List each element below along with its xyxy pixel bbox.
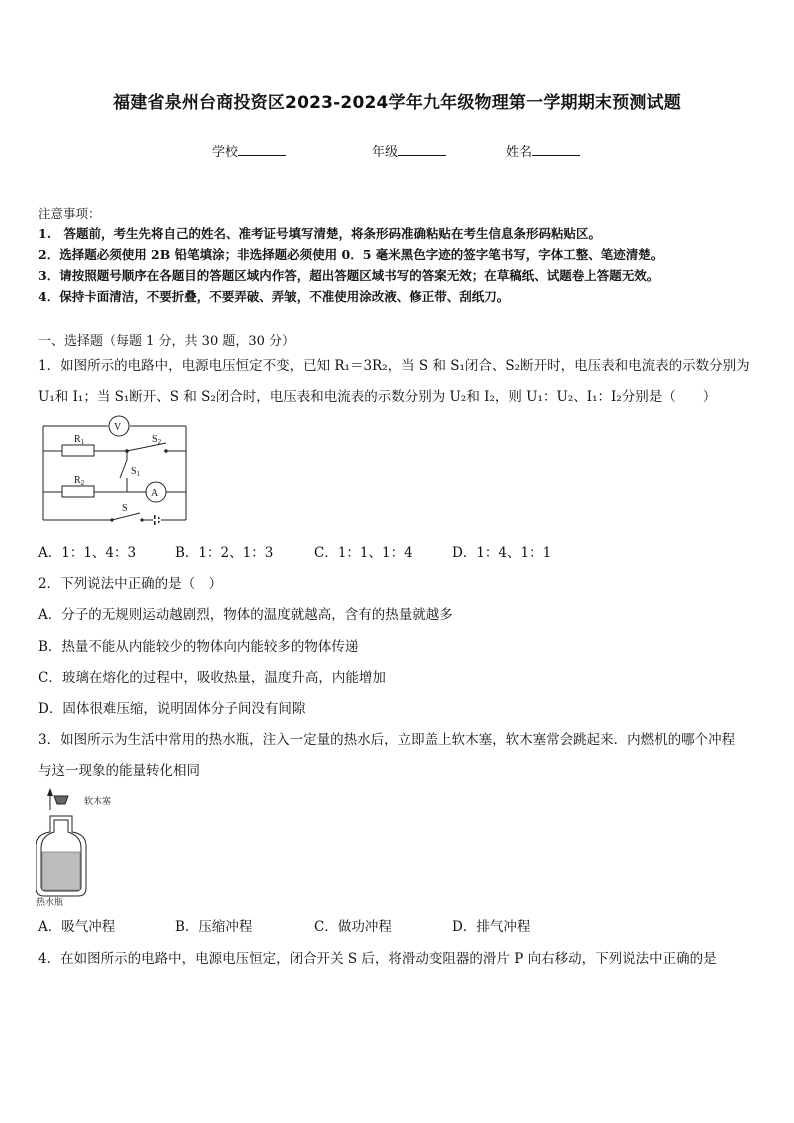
question-3-stem-line2: 与这一现象的能量转化相同 [38, 763, 200, 779]
school-label: 学校 [212, 145, 239, 160]
cork-label: 软木塞 [84, 796, 112, 806]
q3-option-a: A．吸气冲程 [38, 919, 116, 935]
thermos-figure [36, 788, 126, 906]
section-heading: 一、选择题（每题 1 分，共 30 题，30 分） [38, 334, 296, 349]
bottle-label: 热水瓶 [36, 897, 64, 906]
q2-option-c: C．玻璃在熔化的过程中，吸收热量，温度升高，内能增加 [38, 670, 386, 686]
name-blank [532, 143, 580, 156]
r1-label: $R_1$ [74, 434, 85, 446]
school-blank [238, 143, 286, 156]
s2-label: $S_2$ [152, 434, 162, 446]
notice-item: 1. 答题前，考生先将自己的姓名、准考证号填写清楚，将条形码准确粘贴在考生信息条形码粘贴区。 [38, 226, 602, 241]
name-field [506, 141, 580, 160]
question-1-stem-line2: U₁和 I₁；当 S₁断开、S 和 S₂闭合时，电压表和电流表的示数分别为 U₂和 I₂，则 U₁：U₂、I₁：I₂分别是（ ） [38, 389, 717, 405]
q1-option-a: A．1：1、4：3 [38, 545, 137, 561]
q1-option-c: C．1：1、1：4 [314, 545, 413, 561]
question-4-stem: 4．在如图所示的电路中，电源电压恒定，闭合开关 S 后，将滑动变阻器的滑片 P 向右移动，下列说法中正确的是 [38, 951, 717, 967]
q1-option-d: D．1：4、1：1 [452, 545, 552, 561]
voltmeter-label: V [114, 422, 122, 433]
ammeter-label: A [151, 488, 159, 499]
name-label: 姓名 [506, 145, 533, 160]
grade-label: 年级 [372, 145, 399, 160]
question-1-stem-line1: 1．如图所示的电路中，电源电压恒定不变，已知 R₁＝3R₂，当 S 和 S₁闭合、S₂断开时，电压表和电流表的示数分别为 [38, 358, 750, 374]
grade-blank [398, 143, 446, 156]
notice-item: 2．选择题必须使用 2B 铅笔填涂；非选择题必须使用 0．5 毫米黑色字迹的签字笔书写，字体工整、笔迹清楚。 [38, 247, 664, 262]
s-label: S [122, 503, 128, 514]
s1-label: $S_1$ [131, 466, 141, 478]
q3-option-d: D．排气冲程 [452, 919, 531, 935]
grade-field [372, 141, 446, 160]
q1-option-b: B．1：2、1：3 [175, 545, 274, 561]
page-title: 福建省泉州台商投资区2023-2024学年九年级物理第一学期期末预测试题 [113, 93, 681, 113]
q2-option-d: D．固体很难压缩，说明固体分子间没有间隙 [38, 701, 306, 717]
q2-option-a: A．分子的无规则运动越剧烈，物体的温度就越高，含有的热量就越多 [38, 607, 453, 623]
q3-option-b: B．压缩冲程 [175, 919, 253, 935]
q3-option-c: C．做功冲程 [314, 919, 392, 935]
r2-label: $R_2$ [74, 475, 85, 487]
question-2-stem: 2．下列说法中正确的是（ ） [38, 576, 223, 592]
school-field [212, 141, 286, 160]
q2-option-b: B．热量不能从内能较少的物体向内能较多的物体传递 [38, 639, 359, 655]
notice-heading: 注意事项： [38, 206, 101, 221]
notice-item: 3．请按照题号顺序在各题目的答题区域内作答，超出答题区域书写的答案无效；在草稿纸、试题卷上答题无效。 [38, 268, 660, 283]
notice-item: 4．保持卡面清洁，不要折叠，不要弄破、弄皱，不准使用涂改液、修正带、刮纸刀。 [38, 289, 510, 304]
question-3-stem-line1: 3．如图所示为生活中常用的热水瓶，注入一定量的热水后，立即盖上软木塞，软木塞常会跳起来．内燃机的哪个冲程 [38, 732, 736, 748]
circuit-diagram-q1 [36, 414, 196, 526]
